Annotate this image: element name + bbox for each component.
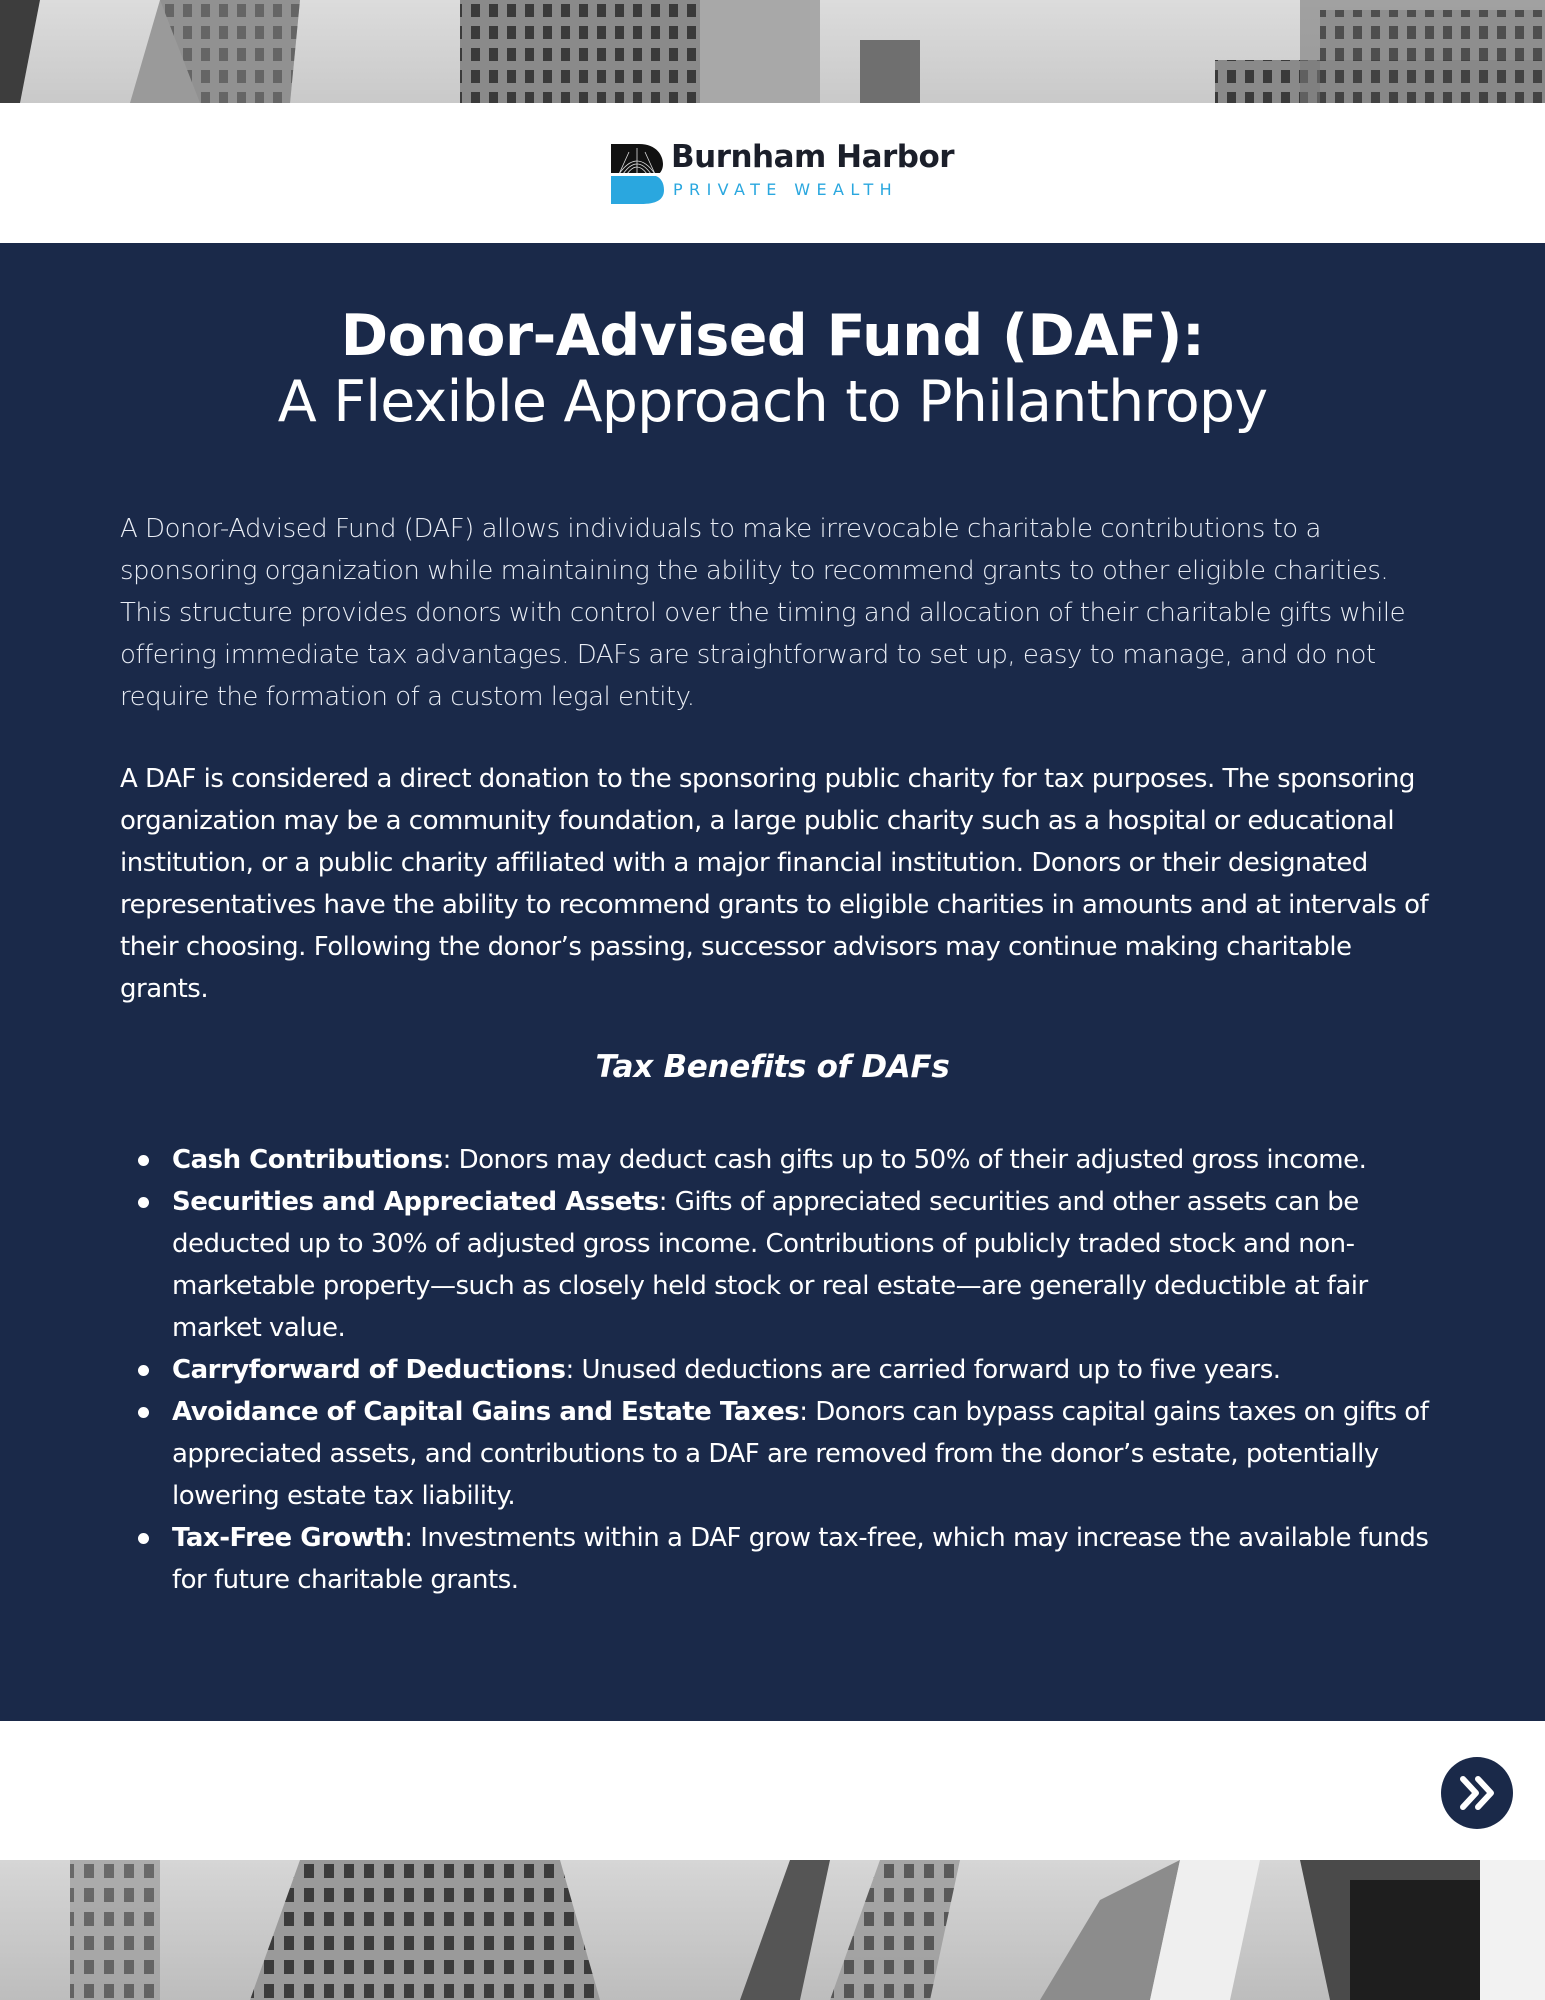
benefit-term: Avoidance of Capital Gains and Estate Taxes [172, 1397, 800, 1427]
benefit-text: : Donors may deduct cash gifts up to 50% of their adjusted gross income. [442, 1145, 1367, 1175]
brand-tagline: PRIVATE WEALTH [673, 180, 899, 199]
logo-mark-icon [609, 142, 665, 206]
double-chevron-right-icon [1441, 1757, 1513, 1829]
page-subtitle: A Flexible Approach to Philanthropy [277, 369, 1268, 435]
brand-name: Burnham Harbor [671, 139, 955, 175]
list-item [120, 1391, 1430, 1517]
benefit-term: Carryforward of Deductions [172, 1355, 566, 1385]
benefit-term: Securities and Appreciated Assets [172, 1187, 659, 1217]
benefit-text: : Gifts of appreciated securities and other assets can be deducted up to 30% of adjusted gross income. Contributions of publicly traded stock and non-marketable property—such as closely held stock or real estate—are generally deductible at fair market value. [172, 1187, 1368, 1343]
body-paragraph: A DAF is considered a direct donation to the sponsoring public charity for tax purposes. The sponsoring organization may be a community foundation, a large public charity such as a hospital or educational institution, or a public charity affiliated with a major financial institution. Donors or their designated representatives have the ability to recommend grants to eligible charities in amounts and at intervals of their choosing. Following the donor’s passing, successor advisors may continue making charitable grants. [120, 764, 1429, 1004]
intro-paragraph: A Donor-Advised Fund (DAF) allows individuals to make irrevocable charitable contributions to a sponsoring organization while maintaining the ability to recommend grants to other eligible charities. This structure provides donors with control over the timing and allocation of their charitable gifts while offering immediate tax advantages. DAFs are straightforward to set up, easy to manage, and do not require the formation of a custom legal entity. [120, 514, 1406, 712]
list-item [120, 1139, 1430, 1181]
next-page-button[interactable] [1441, 1757, 1513, 1829]
logo-band [0, 103, 1545, 243]
content-panel [0, 243, 1545, 1721]
section-heading: Tax Benefits of DAFs [595, 1049, 950, 1085]
benefit-term: Cash Contributions [172, 1145, 443, 1175]
benefits-list [120, 1139, 1430, 1601]
benefit-text: : Unused deductions are carried forward up to five years. [565, 1355, 1281, 1385]
bullet-icon [138, 1155, 149, 1166]
list-item [120, 1517, 1430, 1601]
list-item [120, 1349, 1430, 1391]
benefit-text: : Investments within a DAF grow tax-free, which may increase the available funds for future charitable grants. [172, 1523, 1429, 1595]
footer-photo [0, 1860, 1545, 2000]
header-photo [0, 0, 1545, 103]
bullet-icon [138, 1407, 149, 1418]
bullet-icon [138, 1365, 149, 1376]
list-item [120, 1181, 1430, 1349]
benefit-text: : Donors can bypass capital gains taxes on gifts of appreciated assets, and contributions to a DAF are removed from the donor’s estate, potentially lowering estate tax liability. [172, 1397, 1429, 1511]
page-title: Donor-Advised Fund (DAF): [340, 303, 1205, 369]
benefit-term: Tax-Free Growth [172, 1523, 405, 1553]
bullet-icon [138, 1533, 149, 1544]
bullet-icon [138, 1197, 149, 1208]
brand-logo [609, 139, 955, 209]
